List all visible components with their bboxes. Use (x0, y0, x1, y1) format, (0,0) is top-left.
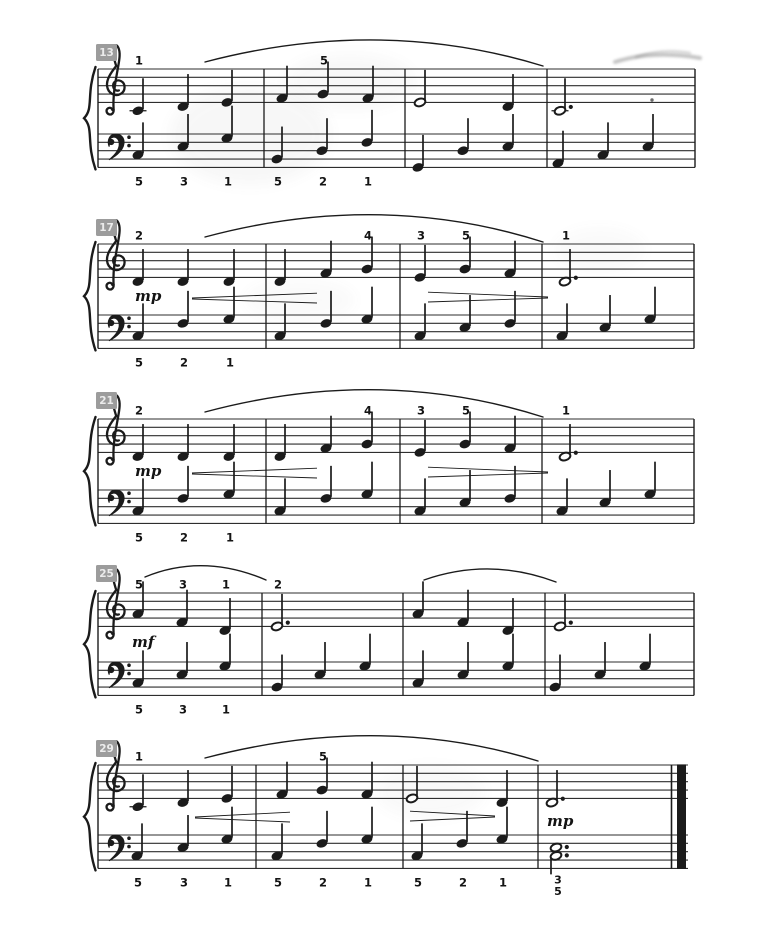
diminuendo-hairpin (428, 467, 548, 477)
dotted-half-note (546, 770, 565, 808)
quarter-note (411, 581, 424, 619)
augmentation-dot (574, 276, 578, 280)
quarter-note (131, 303, 144, 341)
bass-clef-dot (127, 836, 131, 840)
finger-number: 5 (273, 174, 283, 189)
finger-number: 1 (225, 530, 235, 545)
bass-clef-dot (127, 663, 131, 667)
measure-number: 13 (99, 47, 114, 60)
hairpin-line (428, 473, 548, 477)
treble-clef-stroke (107, 762, 125, 791)
quarter-note (593, 642, 606, 680)
treble-clef-stroke (107, 590, 125, 619)
quarter-note (455, 811, 468, 849)
quarter-note (551, 131, 564, 169)
quarter-note (501, 634, 514, 672)
treble-clef-stroke (107, 632, 114, 639)
quarter-note (130, 823, 143, 861)
finger-number: 5 (413, 875, 423, 890)
finger-number: 2 (318, 875, 328, 890)
quarter-note (313, 642, 326, 680)
final-thick-barline (677, 764, 686, 869)
finger-number: 1 (223, 174, 233, 189)
slur (205, 390, 543, 417)
quarter-note (638, 634, 651, 672)
quarter-note (319, 416, 332, 454)
slur (424, 569, 556, 582)
treble-clef-stroke (107, 458, 114, 465)
hairpin-line (192, 468, 317, 473)
diminuendo-hairpin (428, 292, 548, 302)
grand-staff-brace (84, 67, 96, 169)
dotted-half-note (559, 424, 578, 462)
finger-number: 5 (134, 530, 144, 545)
quarter-note (503, 416, 516, 454)
finger-number: 2 (134, 228, 144, 243)
bass-clef-head (108, 139, 114, 145)
quarter-note (131, 650, 144, 688)
hairpin-line (428, 298, 548, 302)
finger-number: 2 (458, 875, 468, 890)
finger-number: 1 (225, 355, 235, 370)
bass-clef-icon (108, 315, 131, 341)
finger-number: 5 (134, 174, 144, 189)
quarter-note (643, 287, 656, 325)
bass-clef-dot (127, 144, 131, 148)
treble-clef-stroke (107, 66, 125, 95)
quarter-note (555, 303, 568, 341)
finger-number: 4 (363, 228, 373, 243)
bass-clef-head (108, 495, 114, 501)
quarter-note (598, 295, 611, 333)
quarter-note (131, 424, 144, 462)
quarter-note (130, 774, 147, 812)
quarter-note (503, 291, 516, 329)
finger-number: 5 (318, 749, 328, 764)
quarter-note (275, 66, 288, 104)
finger-number: 2 (318, 174, 328, 189)
quarter-note (360, 110, 373, 148)
bass-clef-dot (127, 316, 131, 320)
hairpin-line (195, 812, 290, 817)
quarter-note (176, 466, 189, 504)
quarter-note (220, 766, 233, 804)
finger-number: 1 (561, 228, 571, 243)
bass-clef-body (108, 490, 124, 516)
finger-number: 5 (461, 228, 471, 243)
quarter-note (411, 135, 424, 173)
grand-staff-brace (84, 242, 96, 350)
quarter-note (270, 823, 283, 861)
quarter-note (503, 241, 516, 279)
finger-number: 5 (461, 403, 471, 418)
finger-number: 5 (134, 577, 144, 592)
quarter-note (360, 807, 373, 845)
augmentation-dot (565, 845, 569, 849)
treble-clef-stroke (107, 108, 114, 115)
quarter-note (503, 466, 516, 504)
finger-number: 5 (319, 53, 329, 68)
quarter-note (222, 249, 235, 287)
measure-number: 21 (99, 395, 114, 408)
quarter-note (131, 249, 144, 287)
finger-number: 2 (134, 403, 144, 418)
bass-clef-head (108, 320, 114, 326)
hairpin-line (428, 292, 548, 297)
system-21 (84, 390, 694, 545)
quarter-note (319, 466, 332, 504)
quarter-note (218, 598, 231, 636)
quarter-note (413, 245, 426, 283)
quarter-note (222, 462, 235, 500)
quarter-note (176, 770, 189, 808)
dotted-half-note (550, 842, 569, 874)
quarter-note (176, 249, 189, 287)
quarter-note (275, 762, 288, 800)
grand-staff-brace (84, 591, 96, 697)
treble-clef-stroke (107, 416, 125, 445)
finger-number: 1 (221, 577, 231, 592)
quarter-note (273, 478, 286, 516)
dotted-half-note (552, 78, 573, 116)
treble-clef-stroke (107, 241, 125, 270)
finger-number: 3 (416, 228, 426, 243)
finger-number: 5 (554, 884, 562, 898)
measure-number: 17 (99, 222, 114, 235)
slur (205, 215, 543, 242)
treble-clef-stroke (107, 283, 114, 290)
finger-number: 1 (134, 749, 144, 764)
bass-clef-dot (127, 135, 131, 139)
quarter-note (358, 634, 371, 672)
dynamic-marking: mf (132, 633, 155, 651)
bass-clef-dot (127, 491, 131, 495)
finger-number: 3 (416, 403, 426, 418)
half-note (414, 70, 427, 108)
grand-staff-brace (84, 417, 96, 525)
scan-smudge (285, 54, 415, 110)
quarter-note (413, 420, 426, 458)
bass-clef-head (108, 667, 114, 673)
quarter-note (220, 807, 233, 845)
quarter-note (501, 114, 514, 152)
quarter-note (319, 241, 332, 279)
dynamic-marking: mp (547, 812, 574, 830)
finger-number: 5 (133, 875, 143, 890)
augmentation-dot (286, 621, 290, 625)
finger-number: 2 (179, 530, 189, 545)
crescendo-hairpin (192, 468, 317, 478)
quarter-note (596, 122, 609, 160)
finger-number: 1 (561, 403, 571, 418)
quarter-note (175, 590, 188, 628)
finger-number: 4 (363, 403, 373, 418)
stray-dot (650, 98, 653, 101)
quarter-note (222, 424, 235, 462)
augmentation-dot (574, 451, 578, 455)
quarter-note (501, 74, 514, 112)
quarter-note (495, 770, 508, 808)
bass-clef-dot (127, 500, 131, 504)
bass-clef-dot (127, 672, 131, 676)
slur (205, 736, 538, 761)
bass-clef-icon (108, 835, 131, 861)
augmentation-dot (565, 853, 569, 857)
slur (145, 566, 266, 580)
augmentation-dot (569, 105, 573, 109)
quarter-note (131, 122, 144, 160)
quarter-note (315, 811, 328, 849)
finger-number: 1 (498, 875, 508, 890)
quarter-note (176, 291, 189, 329)
finger-number: 5 (134, 702, 144, 717)
augmentation-dot (569, 621, 573, 625)
finger-number: 3 (178, 577, 188, 592)
bass-clef-body (108, 662, 124, 688)
hairpin-line (195, 818, 290, 822)
system-29 (84, 736, 688, 898)
scan-smudge (245, 280, 355, 320)
quarter-note (176, 815, 189, 853)
finger-number: 3 (179, 875, 189, 890)
finger-number: 3 (178, 702, 188, 717)
quarter-note (360, 462, 373, 500)
augmentation-dot (561, 797, 565, 801)
finger-number: 1 (223, 875, 233, 890)
quarter-note (413, 303, 426, 341)
bass-clef-body (108, 315, 124, 341)
finger-number: 5 (134, 355, 144, 370)
quarter-note (175, 642, 188, 680)
quarter-note (641, 114, 654, 152)
bass-clef-dot (127, 325, 131, 329)
dynamic-marking: mp (135, 462, 162, 480)
quarter-note (410, 823, 423, 861)
finger-number: 2 (273, 577, 283, 592)
bass-clef-icon (108, 134, 131, 160)
finger-number: 3 (554, 873, 562, 887)
quarter-note (360, 762, 373, 800)
quarter-note (456, 118, 469, 156)
hairpin-line (192, 474, 317, 478)
quarter-note (456, 590, 469, 628)
finger-number: 1 (363, 875, 373, 890)
crescendo-hairpin (195, 812, 290, 822)
quarter-note (176, 74, 189, 112)
measure-number: 29 (99, 743, 114, 756)
bass-clef-head (108, 840, 114, 846)
quarter-note (360, 287, 373, 325)
bass-clef-dot (127, 845, 131, 849)
bass-clef-body (108, 134, 124, 160)
dynamic-marking: mp (135, 287, 162, 305)
quarter-note (548, 655, 561, 693)
scan-streak (615, 55, 700, 62)
quarter-note (273, 249, 286, 287)
quarter-note (495, 807, 508, 845)
hairpin-line (428, 467, 548, 472)
finger-number: 2 (179, 355, 189, 370)
measure-number: 25 (99, 568, 114, 581)
finger-number: 1 (134, 53, 144, 68)
quarter-note (270, 655, 283, 693)
quarter-note (501, 598, 514, 636)
quarter-note (218, 634, 231, 672)
quarter-note (555, 478, 568, 516)
finger-number: 3 (179, 174, 189, 189)
quarter-note (456, 642, 469, 680)
quarter-note (130, 78, 147, 116)
finger-number: 1 (221, 702, 231, 717)
treble-clef-stroke (107, 804, 114, 811)
quarter-note (598, 470, 611, 508)
quarter-note (131, 478, 144, 516)
system-25 (84, 565, 694, 716)
bass-clef-body (108, 835, 124, 861)
finger-number: 5 (273, 875, 283, 890)
quarter-note (222, 287, 235, 325)
quarter-note (176, 424, 189, 462)
quarter-note (273, 424, 286, 462)
finger-number: 1 (363, 174, 373, 189)
grand-staff-brace (84, 763, 96, 870)
quarter-note (411, 650, 424, 688)
quarter-note (643, 462, 656, 500)
bass-clef-icon (108, 662, 131, 688)
bass-clef-icon (108, 490, 131, 516)
quarter-note (413, 478, 426, 516)
